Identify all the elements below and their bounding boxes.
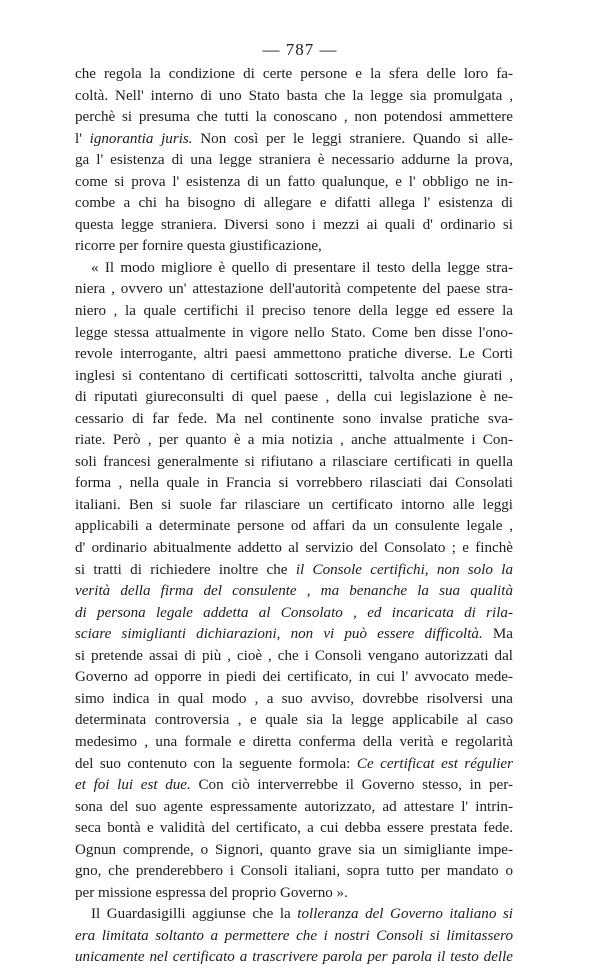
text-line: italiani. Ben si suole far rilasciare un certificato intorno alle leggi: [75, 496, 513, 513]
text-line: legge stessa attualmente in vigore nello Stato. Come ben disse l'ono-: [75, 324, 513, 341]
text-line: [75, 926, 513, 948]
italic-span: il Console certifichi, non solo la: [295, 561, 513, 578]
text-line: per missione espressa del proprio Governo ».: [75, 884, 348, 901]
text-line: Ognun comprende, o Signori, quanto grave sia un simigliante impe-: [75, 841, 513, 858]
italic-span: di persona legale addetta al Consolato , ed incaricata di rila-: [75, 604, 513, 621]
text-line: cessario di far fede. Ma nel continente sono invalse pratiche sva-: [75, 410, 513, 427]
text-line: simo indica in qual modo , a suo avviso, dovrebbe risolversi una: [75, 690, 513, 707]
text-line: come si prova l' esistenza di un fatto qualunque, e l' obbligo ne in-: [75, 173, 513, 190]
text-line: perchè si presuma che tutti la conoscano , non potendosi ammettere: [75, 109, 513, 126]
text-line: gno, che prenderebbero i Consoli italiani, sopra tutto per mandato o: [75, 863, 513, 880]
italic-span: unicamente nel certificato a trascrivere parola per parola il testo delle: [75, 949, 513, 966]
body-text: [75, 64, 513, 969]
italic-span: sciare simiglianti dichiarazioni, non vi può essere difficoltà.: [75, 626, 483, 643]
text-line: « Il modo migliore è quello di presentare il testo della legge stra-: [91, 259, 513, 276]
italic-span: era limitata soltanto a permettere che i nostri Consoli si limitassero: [75, 927, 513, 944]
text-line: inglesi si contentano di certificati sottoscritti, talvolta anche giurati ,: [75, 367, 513, 384]
text-span: Con ciò interverrebbe il Governo stesso, in per-: [190, 777, 513, 794]
text-line: sona del suo agente espressamente autorizzato, ad attestare l' intrin-: [75, 798, 513, 815]
text-line: ricorre per fornire questa giustificazione,: [75, 238, 322, 255]
text-line: [75, 754, 513, 776]
text-line: niera , ovvero un' attestazione dell'autorità competente del paese stra-: [75, 281, 513, 298]
text-line: applicabili a determinate persone od affari da un consulente legale ,: [75, 518, 513, 535]
text-line: [75, 947, 513, 969]
text-line: revole interrogante, altri paesi ammettono pratiche diverse. Le Corti: [75, 346, 513, 363]
text-line: ga l' esistenza di una legge straniera è necessario addurne la prova,: [75, 152, 513, 169]
text-line: [75, 581, 513, 603]
text-span: Ma: [482, 626, 513, 643]
italic-span: tolleranza del Governo italiano si: [297, 906, 514, 923]
text-line: combe a chi ha bisogno di allegare e difatti allega l' esistenza di: [75, 195, 513, 212]
text-span: si tratti di richiedere inoltre che: [75, 561, 296, 578]
text-span: l': [75, 130, 90, 147]
text-span: Il Guardasigilli aggiunse che la: [91, 906, 298, 923]
text-line: seca bontà e validità del certificato, a cui debba essere prestata fede.: [75, 820, 513, 837]
text-line: che regola la condizione di certe persone e la sfera delle loro fa-: [75, 66, 513, 82]
text-line: [75, 775, 513, 797]
text-line: [75, 560, 513, 582]
text-line: Governo ad opporre in piedi dei certificato, in cui l' avvocato mede-: [75, 669, 513, 686]
text-line: niero , la quale certifichi il preciso tenore della legge ed essere la: [75, 303, 513, 320]
text-line: questa legge straniera. Diversi sono i mezzi ai quali d' ordinario si: [75, 216, 513, 233]
italic-span: et foi lui est due.: [75, 777, 191, 794]
text-span: del suo contenuto con la seguente formola:: [75, 755, 357, 772]
text-line: coltà. Nell' interno di uno Stato basta che la legge sia promulgata ,: [75, 87, 513, 104]
text-line: forma , nella quale in Francia si vorrebbero rilasciati dai Consolati: [75, 475, 513, 492]
text-span: Non così per le leggi straniere. Quando si alle-: [192, 130, 514, 147]
text-line: determinata controversia , e quale sia la legge applicabile al caso: [75, 712, 513, 729]
text-line: [75, 624, 513, 646]
text-line: si pretende assai di più , cioè , che i Consoli vengano autorizzati dal: [75, 647, 513, 664]
text-line: [75, 904, 513, 926]
text-line: di riputati giureconsulti di quel paese , della cui legislazione è ne-: [75, 389, 513, 406]
text-line: [75, 129, 513, 151]
text-line: d' ordinario abitualmente addetto al servizio del Consolato ; e finchè: [75, 540, 513, 557]
text-line: riate. Però , per quanto è a mia notizia , anche attualmente i Con-: [75, 432, 513, 449]
page-number: — 787 —: [262, 40, 338, 59]
text-line: soli francesi generalmente si rifiutano a rilasciare certificati in quella: [75, 453, 513, 470]
italic-span: verità della firma del consulente , ma benanche la sua qualità: [75, 583, 513, 600]
text-line: [75, 603, 513, 625]
text-line: medesimo , una formale e diretta conferma della verità e regolarità: [75, 733, 513, 750]
italic-span: ignorantia juris.: [89, 130, 193, 147]
italic-span: Ce certificat est régulier: [356, 755, 514, 772]
